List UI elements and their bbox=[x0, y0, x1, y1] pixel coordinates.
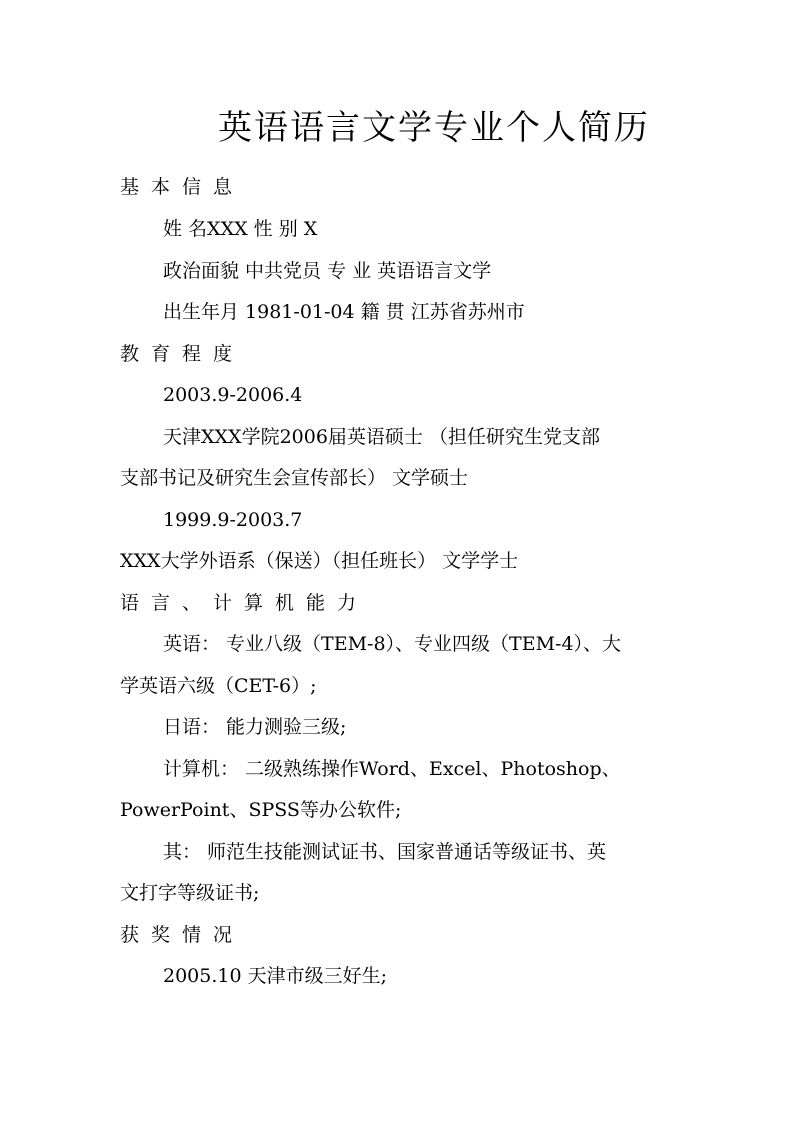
basic-info-line: 姓 名XXX 性 别 X bbox=[163, 218, 318, 240]
education-entry: 2003.9-2006.4 bbox=[163, 384, 303, 406]
skills-line: 计算机： 二级熟练操作Word、Excel、Photoshop、 bbox=[163, 758, 621, 780]
section-heading-skills: 语言、计算机能力 bbox=[120, 592, 369, 614]
basic-info-line: 政治面貌 中共党员 专 业 英语语言文学 bbox=[163, 260, 492, 282]
section-heading-awards: 获奖情况 bbox=[120, 924, 245, 946]
skills-line: 文打字等级证书; bbox=[120, 882, 260, 904]
awards-line: 2005.10 天津市级三好生; bbox=[163, 965, 388, 987]
document-title: 英语语言文学专业个人简历 bbox=[218, 108, 650, 148]
skills-line: 英语： 专业八级（TEM-8）、专业四级（TEM-4）、大 bbox=[163, 633, 622, 655]
education-entry: 1999.9-2003.7 bbox=[163, 509, 303, 531]
education-entry: XXX大学外语系（保送）（担任班长） 文学学士 bbox=[120, 550, 519, 572]
education-entry: 支部书记及研究生会宣传部长） 文学硕士 bbox=[120, 467, 469, 489]
skills-line: PowerPoint、SPSS等办公软件; bbox=[120, 799, 402, 821]
skills-line: 其： 师范生技能测试证书、国家普通话等级证书、英 bbox=[163, 841, 607, 863]
section-heading-education: 教育程度 bbox=[120, 343, 245, 365]
section-heading-basic-info: 基本信息 bbox=[120, 176, 245, 198]
skills-line: 学英语六级（CET-6）; bbox=[120, 675, 317, 697]
basic-info-line: 出生年月 1981-01-04 籍 贯 江苏省苏州市 bbox=[163, 301, 525, 323]
skills-line: 日语： 能力测验三级; bbox=[163, 716, 347, 738]
education-entry: 天津XXX学院2006届英语硕士 （担任研究生党支部 bbox=[163, 426, 600, 448]
